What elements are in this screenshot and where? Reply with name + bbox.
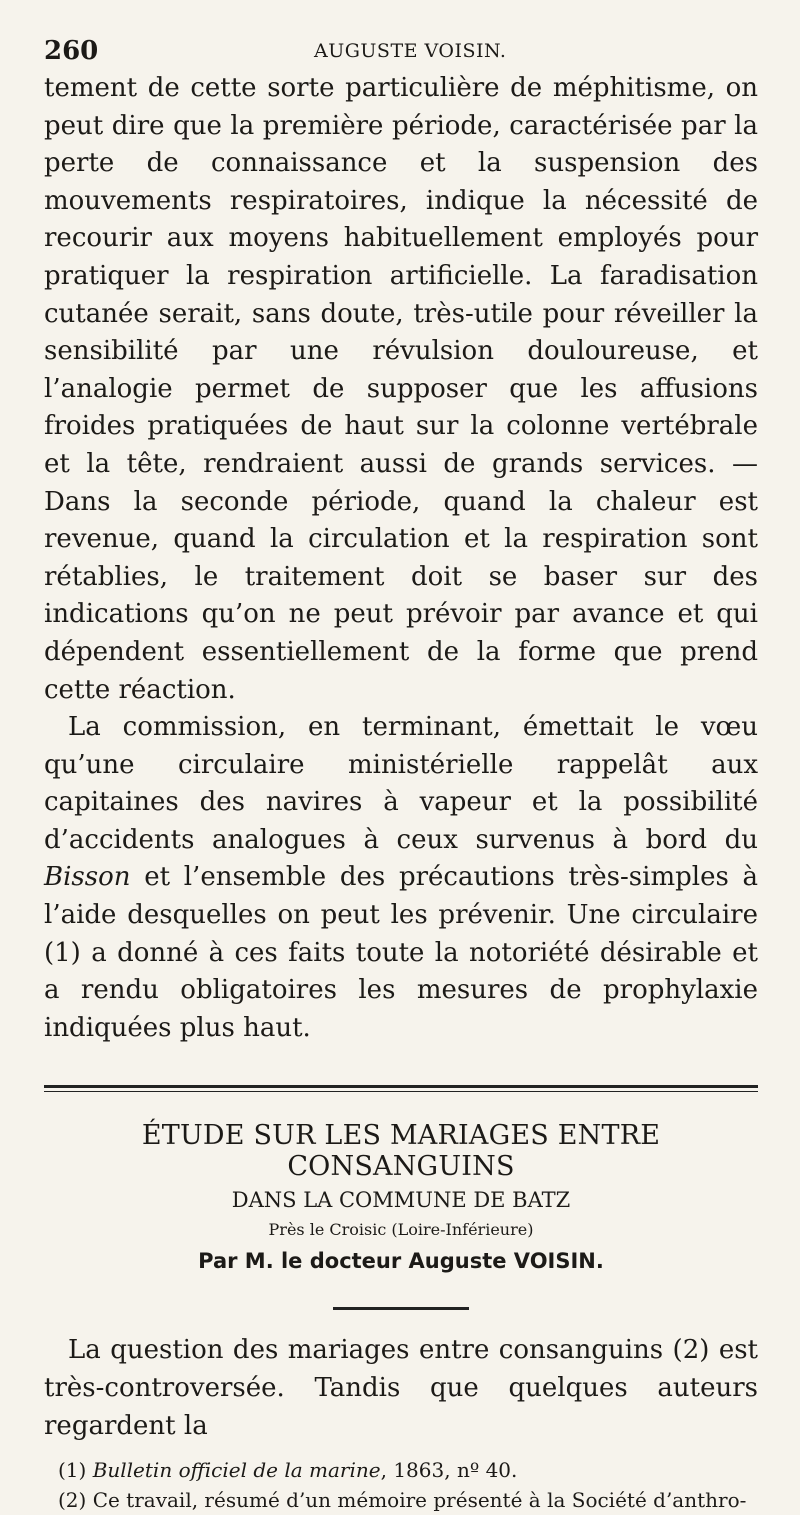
page-number: 260 [44, 36, 99, 66]
article-title: ÉTUDE SUR LES MARIAGES ENTRE CONSANGUINS [141, 1120, 661, 1183]
footnote-2: (2) Ce travail, résumé d’un mémoire présenté à la Société d’anthro- [58, 1488, 747, 1513]
footnote-1-rest: , 1863, nº 40. [380, 1458, 518, 1483]
page-header [44, 30, 758, 70]
article-location: Près le Croisic (Loire-Inférieure) [268, 1220, 534, 1240]
ship-name: Bisson [44, 862, 131, 893]
continued-text [44, 70, 758, 1047]
article-subtitle: DANS LA COMMUNE DE BATZ [231, 1188, 571, 1213]
paragraph-2-end: et l’ensemble des précautions très-simples à l’aide desquelles on peut les prévenir. Une circulaire (1) a donné à ces faits toute la notoriété désirable et a rendu obligatoires les mesures de prophylaxie indiquées plus haut. [44, 862, 758, 1043]
title-rule [333, 1307, 469, 1310]
footnote-1-title: Bulletin officiel de la marine [92, 1458, 381, 1483]
footnotes [44, 1455, 758, 1515]
article-opening-paragraph: La question des mariages entre consanguins (2) est très-controversée. Tandis que quelques auteurs regardent la [44, 1335, 758, 1441]
paragraph-1: tement de cette sorte particulière de méphitisme, on peut dire que la première période, caractérisée par la perte de connaissance et la suspension des mouvements respiratoires, indique la nécessité de recourir aux moyens habituellement employés pour pratiquer la respiration artificielle. La faradisation cutanée serait, sans doute, très-utile pour réveiller la sensibilité par une révulsion douloureuse, et l’analogie permet de supposer que les affusions froides pratiquées de haut sur la colonne vertébrale et la tête, rendraient aussi de grands services. — Dans la seconde période, quand la chaleur est revenue, quand la circulation et la respiration sont rétablies, le traitement doit se baser sur des indications qu’on ne peut prévoir par avance et qui dépendent essentiellement de la forme que prend cette réaction. [44, 73, 758, 705]
footnote-1-marker: (1) [58, 1458, 93, 1483]
section-divider [44, 1085, 758, 1092]
article-author: Par M. le docteur Auguste VOISIN. [198, 1249, 604, 1274]
paragraph-2 [44, 709, 758, 1047]
article-body [44, 1332, 758, 1445]
footnote-1 [58, 1455, 758, 1485]
running-head: AUGUSTE VOISIN. [314, 40, 507, 62]
paragraph-2-start: La commission, en terminant, émettait le vœu qu’une circulaire ministérielle rappelât aux capitaines des navires à vapeur et la possibilité d’accidents analogues à ceux survenus à bord du [44, 712, 758, 855]
